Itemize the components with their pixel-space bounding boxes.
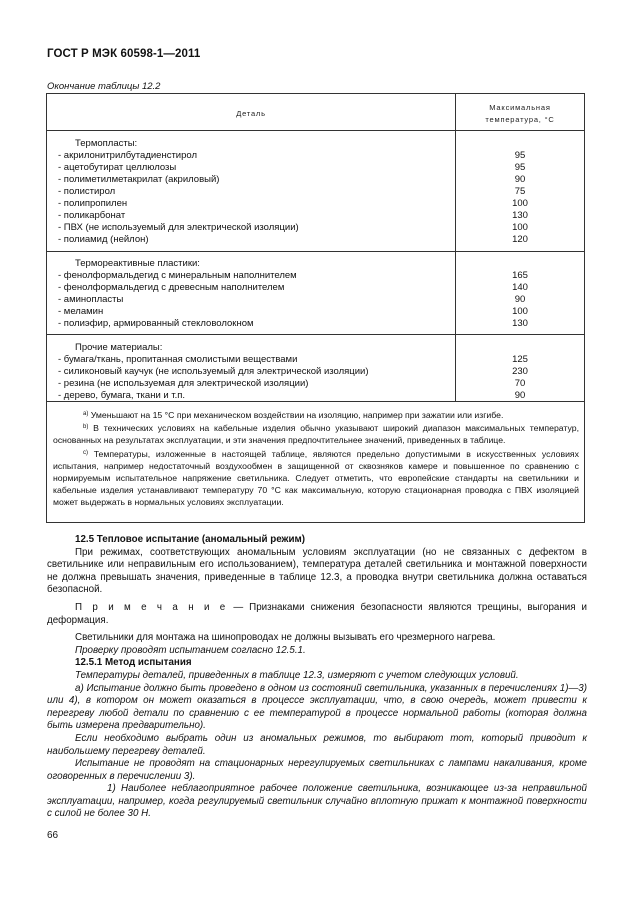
materials-table: [46, 93, 585, 523]
paragraph: При режимах, соответствующих аномальным условиям эксплуатации (но не связанных с дефектом в светильнике или неправильным его использованием), температура деталей светильника и монтажной поверхности не должна превышать значения, приведенные в таблице 12.3, а проводка внутри светильника должна оставаться безопасной.: [47, 546, 587, 596]
section-heading-12-5: 12.5 Тепловое испытание (аномальный режим): [75, 534, 305, 545]
table-row: - аминопласты 90: [58, 294, 526, 305]
table-note: $^{a)}$ Уменьшают на 15 °С при механическом воздействии на изоляцию, например при зажатии или изгибе.: [83, 410, 504, 420]
paragraph: Светильники для монтажа на шинопроводах не должны вызывать его чрезмерного нагрева.: [75, 632, 496, 644]
table-row: - фенолформальдегид с минеральным наполнителем 165: [58, 270, 528, 281]
column-header-temperature-line2: температура, °С: [485, 115, 555, 124]
group-divider: [47, 334, 584, 335]
column-header-temperature: [455, 102, 585, 126]
column-header-part: Деталь: [236, 109, 266, 118]
paragraph: Если необходимо выбрать один из аномальных режимов, то выбирают тот, который приводит к наибольшему перегреву деталей.: [47, 732, 587, 757]
table-caption: Окончание таблицы 12.2: [47, 81, 161, 92]
table-row: - полиэфир, армированный стекловолокном 130: [58, 318, 528, 329]
group-divider: [47, 251, 584, 252]
header-divider: [47, 130, 584, 131]
paragraph: Проверку проводят испытанием согласно 12.5.1.: [75, 644, 306, 656]
column-header-temperature-line1: Максимальная: [489, 103, 551, 112]
page-number: 66: [47, 830, 59, 841]
table-note: $^{c)}$ Температуры, изложенные в настоящей таблице, являются предельно допустимыми в искусственных условиях испытания, например недостаточный воздухообмен в защищенной от сквозняков камере и повышенное по сравнению с нормируемым испытательное напряжение светильника. Следует отметить, что европейские стандарты на светильники и кабельные изделия устанавливают температуру 70 °С как максимальную, которую стационарная проводка с ПВХ изоляцией может выдержать в нормальных условиях эксплуатации.: [53, 448, 579, 508]
table-row: - меламин 100: [58, 306, 528, 317]
table-row: - бумага/ткань, пропитанная смолистыми веществами 125: [58, 354, 528, 365]
section-heading-12-5-1: 12.5.1 Метод испытания: [75, 657, 192, 669]
group-title-thermosets: Термореактивные пластики:: [75, 258, 200, 269]
table-row: - ацетобутират целлюлозы 95: [58, 162, 526, 173]
table-row: - поликарбонат 130: [58, 210, 528, 221]
table-row: - дерево, бумага, ткани и т.п. 90: [58, 390, 526, 401]
table-notes: [53, 408, 579, 509]
table-row: - резина (не используемая для электрической изоляции) 70: [58, 378, 526, 389]
table-row: - полиметилметакрилат (акриловый) 90: [58, 174, 526, 185]
paragraph: 1) Наиболее неблагоприятное рабочее положение светильника, возникающее из-за неправильной эксплуатации, например, когда регулируемый светильник случайно вплотную прижат к монтажной поверхности с силой не более 30 Н.: [47, 783, 587, 820]
notes-divider: [47, 401, 584, 402]
table-row: - акрилонитрилбутадиенстирол 95: [58, 150, 526, 161]
table-row: - ПВХ (не используемый для электрической изоляции) 100: [58, 222, 528, 233]
paragraph: а) Испытание должно быть проведено в одном из состояний светильника, указанных в перечислениях 1)—3) или 4), в котором он может оказаться в процессе эксплуатации, что, в свою очередь, может привести к перегреву любой детали по сравнению с ее температурой в процессе нормальной работы (которая должна быть измерена предварительно).: [47, 682, 587, 732]
paragraph: Температуры деталей, приведенных в таблице 12.3, измеряют с учетом следующих условий.: [75, 669, 519, 681]
table-row: - силиконовый каучук (не используемый для электрической изоляции) 230: [58, 366, 528, 377]
group-title-other-materials: Прочие материалы:: [75, 342, 163, 353]
table-row: - полистирол 75: [58, 186, 526, 197]
document-body: [47, 534, 587, 821]
table-note: $^{b)}$ В технических условиях на кабельные изделия обычно указывают широкий диапазон максимальных температур, основанных на результатах эксплуатации, и эти значения предпочтительнее значений, приведенных в таблице.: [53, 423, 579, 446]
paragraph: Испытание не проводят на стационарных нерегулируемых светильниках с лампами накаливания, кроме оговоренных в перечислении 3).: [47, 758, 587, 782]
group-title-thermoplastics: Термопласты:: [75, 138, 138, 149]
document-header: ГОСТ Р МЭК 60598-1—2011: [47, 48, 201, 60]
note-paragraph: П р и м е ч а н и е — Признаками снижения безопасности являются трещины, выгорания и деформация.: [47, 601, 588, 626]
table-row: - полиамид (нейлон) 120: [58, 234, 528, 245]
table-row: - полипропилен 100: [58, 198, 528, 209]
table-row: - фенолформальдегид с древесным наполнителем 140: [58, 282, 528, 293]
